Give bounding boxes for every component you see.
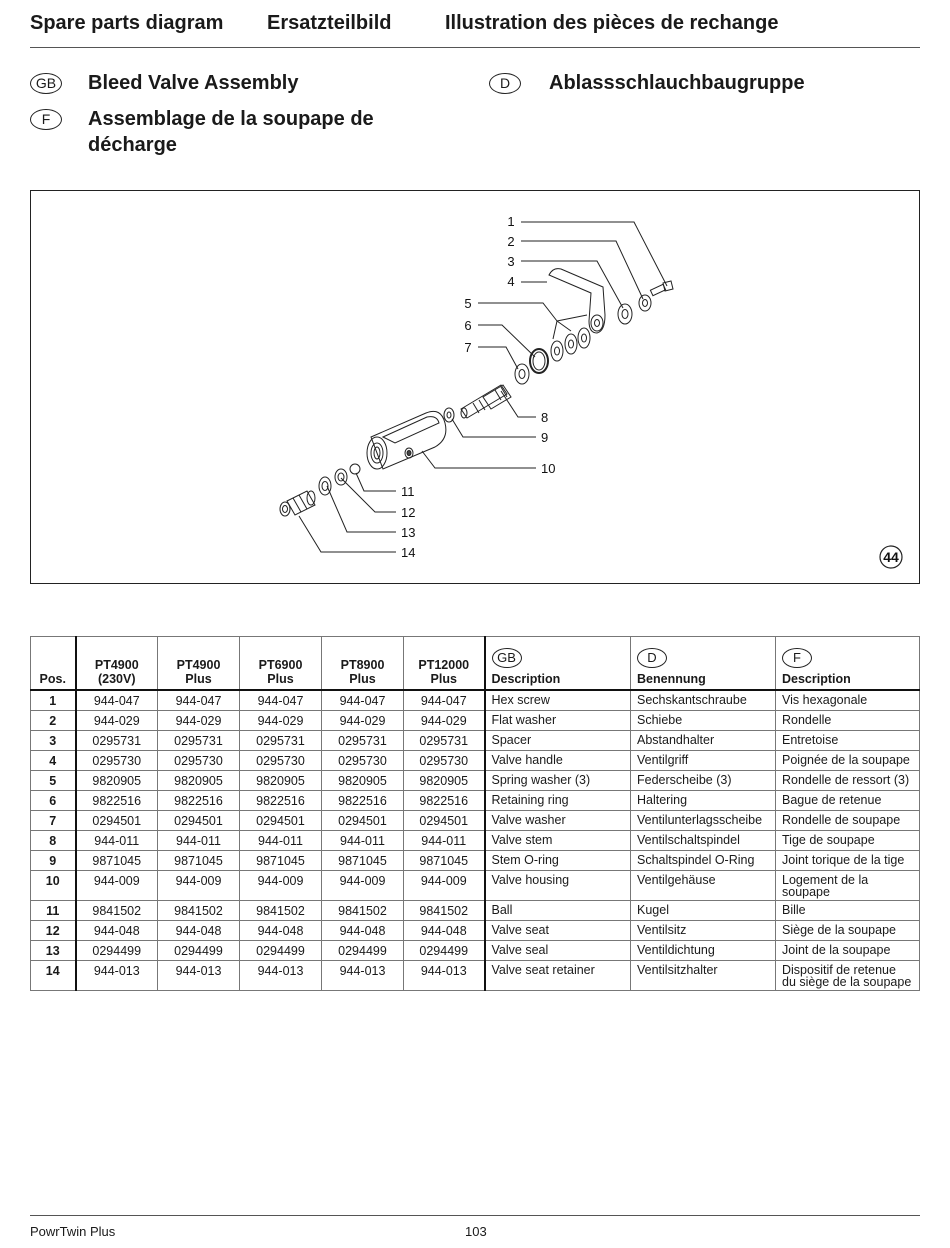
footer-page-number: 103: [465, 1224, 487, 1239]
cell-desc-gb: Ball: [485, 901, 631, 921]
table-row: [31, 961, 920, 991]
table-row: [31, 871, 920, 901]
cell-pos: 7: [31, 811, 76, 831]
cell-desc-d: Federscheibe (3): [631, 771, 776, 791]
cell-model-1: 944-013: [76, 961, 158, 991]
cell-model-1: 9841502: [76, 901, 158, 921]
header-gb-label: Description: [491, 672, 561, 686]
cell-model-1: 0295730: [76, 751, 158, 771]
header-model-1-line2: (230V): [97, 672, 136, 686]
cell-model-3: 9820905: [240, 771, 322, 791]
table-row: [31, 791, 920, 811]
valve-stem-part: [461, 385, 511, 418]
cell-model-1: 944-011: [76, 831, 158, 851]
cell-pos: 12: [31, 921, 76, 941]
cell-pos: 9: [31, 851, 76, 871]
cell-model-5: 944-013: [404, 961, 485, 991]
diagram-illustration: [31, 191, 919, 583]
cell-desc-d: Ventilgriff: [631, 751, 776, 771]
cell-model-1: 9822516: [76, 791, 158, 811]
cell-model-3: 0294499: [240, 941, 322, 961]
table-row: [31, 941, 920, 961]
cell-desc-d: Ventilsitzhalter: [631, 961, 776, 991]
cell-desc-d: Kugel: [631, 901, 776, 921]
callout-4: 4: [507, 274, 515, 289]
valve-washer-part: [515, 364, 529, 384]
cell-pos: 14: [31, 961, 76, 991]
cell-model-3: 0295730: [240, 751, 322, 771]
cell-model-3: 944-013: [240, 961, 322, 991]
cell-desc-gb: Retaining ring: [485, 791, 631, 811]
header-model-3: [240, 637, 322, 691]
cell-desc-gb: Valve stem: [485, 831, 631, 851]
cell-model-3: 944-009: [240, 871, 322, 901]
cell-model-3: 9871045: [240, 851, 322, 871]
cell-model-2: 9841502: [158, 901, 240, 921]
cell-model-4: 0295730: [322, 751, 404, 771]
parts-table: [30, 636, 920, 991]
callout-13: 13: [401, 525, 416, 540]
cell-pos: 6: [31, 791, 76, 811]
callout-1: 1: [507, 214, 515, 229]
cell-model-4: 0295731: [322, 731, 404, 751]
cell-model-5: 944-048: [404, 921, 485, 941]
cell-desc-f: Siège de la soupape: [776, 921, 920, 941]
ball-part: [350, 464, 360, 474]
cell-model-5: 0295730: [404, 751, 485, 771]
header-desc-d: [631, 637, 776, 691]
figure-number: 44: [883, 549, 899, 565]
cell-model-4: 944-013: [322, 961, 404, 991]
valve-seal-part: [319, 477, 331, 495]
cell-model-2: 944-047: [158, 690, 240, 711]
valve-seat-part: [335, 469, 347, 485]
table-row: [31, 771, 920, 791]
cell-model-1: 9871045: [76, 851, 158, 871]
cell-model-5: 944-009: [404, 871, 485, 901]
title-d: Ablassschlauchbaugruppe: [549, 72, 805, 94]
header-desc-f: [776, 637, 920, 691]
cell-desc-d: Ventilsitz: [631, 921, 776, 941]
leader-1: [521, 222, 667, 286]
cell-pos: 11: [31, 901, 76, 921]
table-row: [31, 901, 920, 921]
spacer-part: [618, 304, 632, 324]
cell-model-2: 944-011: [158, 831, 240, 851]
cell-model-4: 944-009: [322, 871, 404, 901]
d-language-badge: D: [489, 73, 521, 94]
cell-pos: 10: [31, 871, 76, 901]
cell-model-4: 944-048: [322, 921, 404, 941]
cell-desc-d: Ventilschaltspindel: [631, 831, 776, 851]
leader-14: [299, 516, 396, 552]
table-row: [31, 751, 920, 771]
header-title-en: Spare parts diagram: [30, 12, 224, 34]
cell-model-4: 9841502: [322, 901, 404, 921]
cell-model-5: 944-011: [404, 831, 485, 851]
cell-model-4: 9820905: [322, 771, 404, 791]
f-language-badge: F: [30, 109, 62, 130]
callout-14: 14: [401, 545, 416, 560]
leader-9: [452, 419, 536, 437]
cell-model-3: 9841502: [240, 901, 322, 921]
cell-model-2: 0294499: [158, 941, 240, 961]
cell-desc-gb: Valve seat: [485, 921, 631, 941]
callout-11: 11: [401, 484, 415, 499]
header-model-4-line2: Plus: [349, 672, 376, 686]
retaining-ring-part: [530, 349, 548, 373]
cell-model-1: 944-048: [76, 921, 158, 941]
cell-desc-f: Joint de la soupape: [776, 941, 920, 961]
header-title-de: Ersatzteilbild: [267, 12, 392, 34]
cell-desc-f: Logement de la soupape: [776, 871, 920, 901]
leader-13: [327, 486, 396, 532]
leader-7: [478, 347, 518, 369]
callout-3: 3: [507, 254, 515, 269]
header-model-2-line2: Plus: [185, 672, 212, 686]
flat-washer-part: [639, 295, 651, 311]
cell-model-2: 0295731: [158, 731, 240, 751]
cell-pos: 1: [31, 690, 76, 711]
header-pos-label: Pos.: [39, 672, 66, 686]
header-model-5: [404, 637, 485, 691]
cell-model-3: 944-011: [240, 831, 322, 851]
cell-desc-d: Haltering: [631, 791, 776, 811]
cell-model-5: 0294499: [404, 941, 485, 961]
callout-9: 9: [541, 430, 549, 445]
cell-model-4: 0294501: [322, 811, 404, 831]
cell-model-3: 9822516: [240, 791, 322, 811]
header-title-fr: Illustration des pièces de rechange: [445, 12, 779, 34]
callout-8: 8: [541, 410, 549, 425]
header-desc-gb: [485, 637, 631, 691]
header-model-5-line2: Plus: [430, 672, 457, 686]
callout-5: 5: [464, 296, 472, 311]
table-row: [31, 711, 920, 731]
cell-model-4: 944-047: [322, 690, 404, 711]
cell-model-4: 9871045: [322, 851, 404, 871]
cell-desc-f: Rondelle de soupape: [776, 811, 920, 831]
cell-desc-f: Bille: [776, 901, 920, 921]
cell-model-4: 944-011: [322, 831, 404, 851]
leader-10: [422, 451, 536, 468]
title-gb: Bleed Valve Assembly: [88, 72, 299, 94]
cell-desc-f: Dispositif de retenue du siège de la soupape: [776, 961, 920, 991]
cell-desc-f: Tige de soupape: [776, 831, 920, 851]
cell-model-5: 9871045: [404, 851, 485, 871]
header-d-label: Benennung: [637, 672, 706, 686]
exploded-parts-diagram: [30, 190, 920, 584]
cell-model-2: 9822516: [158, 791, 240, 811]
cell-model-5: 944-047: [404, 690, 485, 711]
cell-desc-gb: Flat washer: [485, 711, 631, 731]
callout-10: 10: [541, 461, 556, 476]
cell-desc-gb: Valve handle: [485, 751, 631, 771]
cell-desc-f: Joint torique de la tige: [776, 851, 920, 871]
leader-12: [341, 478, 396, 512]
cell-pos: 3: [31, 731, 76, 751]
cell-desc-gb: Valve seat retainer: [485, 961, 631, 991]
title-f-line1: Assemblage de la soupape de: [88, 108, 374, 130]
cell-model-1: 0295731: [76, 731, 158, 751]
cell-model-2: 9820905: [158, 771, 240, 791]
cell-desc-gb: Spring washer (3): [485, 771, 631, 791]
cell-model-2: 944-048: [158, 921, 240, 941]
cell-model-1: 0294499: [76, 941, 158, 961]
valve-housing-part: [367, 411, 446, 469]
cell-pos: 4: [31, 751, 76, 771]
cell-model-2: 944-013: [158, 961, 240, 991]
cell-desc-gb: Valve seal: [485, 941, 631, 961]
cell-desc-f: Entretoise: [776, 731, 920, 751]
cell-model-1: 0294501: [76, 811, 158, 831]
gb-language-badge: GB: [30, 73, 62, 94]
cell-desc-gb: Spacer: [485, 731, 631, 751]
cell-model-2: 0294501: [158, 811, 240, 831]
header-model-2: [158, 637, 240, 691]
cell-desc-d: Schaltspindel O-Ring: [631, 851, 776, 871]
cell-model-5: 9841502: [404, 901, 485, 921]
valve-seat-retainer-part: [280, 491, 315, 516]
header-model-1-line1: PT4900: [94, 658, 139, 672]
footer-divider: [30, 1215, 920, 1216]
footer-product: PowrTwin Plus: [30, 1224, 116, 1239]
leader-6: [478, 325, 535, 357]
header-model-5-line1: PT12000: [418, 658, 470, 672]
callout-2: 2: [507, 234, 515, 249]
cell-model-3: 944-047: [240, 690, 322, 711]
cell-desc-d: Abstandhalter: [631, 731, 776, 751]
header-f-label: Description: [782, 672, 851, 686]
header-model-3-line2: Plus: [267, 672, 294, 686]
leader-11: [356, 473, 396, 491]
cell-model-5: 9820905: [404, 771, 485, 791]
cell-model-5: 0295731: [404, 731, 485, 751]
cell-pos: 8: [31, 831, 76, 851]
cell-desc-f: Rondelle de ressort (3): [776, 771, 920, 791]
cell-desc-d: Schiebe: [631, 711, 776, 731]
page-header: [30, 8, 920, 48]
callout-6: 6: [464, 318, 472, 333]
table-row: [31, 690, 920, 711]
header-model-2-line1: PT4900: [176, 658, 221, 672]
cell-model-4: 9822516: [322, 791, 404, 811]
table-row: [31, 921, 920, 941]
cell-model-2: 0295730: [158, 751, 240, 771]
table-row: [31, 831, 920, 851]
header-d-badge: D: [637, 648, 667, 668]
cell-desc-f: Vis hexagonale: [776, 690, 920, 711]
cell-model-3: 944-029: [240, 711, 322, 731]
cell-model-3: 0295731: [240, 731, 322, 751]
table-row: [31, 811, 920, 831]
cell-desc-d: Sechskantschraube: [631, 690, 776, 711]
cell-model-3: 0294501: [240, 811, 322, 831]
callout-12: 12: [401, 505, 416, 520]
cell-desc-d: Ventildichtung: [631, 941, 776, 961]
header-divider: [30, 47, 920, 48]
cell-desc-d: Ventilunterlagsscheibe: [631, 811, 776, 831]
cell-pos: 2: [31, 711, 76, 731]
leader-5: [478, 303, 557, 321]
stem-o-ring-part: [444, 408, 454, 422]
cell-pos: 13: [31, 941, 76, 961]
cell-model-4: 944-029: [322, 711, 404, 731]
cell-model-2: 944-029: [158, 711, 240, 731]
header-f-badge: F: [782, 648, 812, 668]
cell-desc-f: Bague de retenue: [776, 791, 920, 811]
cell-model-5: 944-029: [404, 711, 485, 731]
cell-desc-gb: Hex screw: [485, 690, 631, 711]
parts-table-body: [31, 690, 920, 991]
leader-2: [521, 241, 643, 299]
cell-pos: 5: [31, 771, 76, 791]
cell-desc-f: Rondelle: [776, 711, 920, 731]
cell-model-1: 944-047: [76, 690, 158, 711]
valve-handle-part: [549, 269, 605, 333]
cell-desc-gb: Valve housing: [485, 871, 631, 901]
cell-desc-f: Poignée de la soupape: [776, 751, 920, 771]
header-model-4-line1: PT8900: [340, 658, 385, 672]
cell-model-3: 944-048: [240, 921, 322, 941]
table-row: [31, 851, 920, 871]
cell-desc-gb: Stem O-ring: [485, 851, 631, 871]
table-header-row: [31, 637, 920, 691]
spring-washers-part: [551, 328, 590, 361]
cell-model-1: 944-029: [76, 711, 158, 731]
title-f-line2: décharge: [88, 134, 177, 156]
cell-desc-gb: Valve washer: [485, 811, 631, 831]
cell-model-2: 9871045: [158, 851, 240, 871]
cell-model-1: 944-009: [76, 871, 158, 901]
header-gb-badge: GB: [492, 648, 522, 668]
cell-model-4: 0294499: [322, 941, 404, 961]
table-row: [31, 731, 920, 751]
callout-7: 7: [464, 340, 472, 355]
header-model-1: [76, 637, 158, 691]
cell-desc-d: Ventilgehäuse: [631, 871, 776, 901]
cell-model-5: 0294501: [404, 811, 485, 831]
header-model-4: [322, 637, 404, 691]
hex-screw-part: [650, 281, 673, 296]
cell-model-2: 944-009: [158, 871, 240, 901]
cell-model-5: 9822516: [404, 791, 485, 811]
header-pos: [31, 637, 76, 691]
cell-model-1: 9820905: [76, 771, 158, 791]
header-model-3-line1: PT6900: [258, 658, 303, 672]
